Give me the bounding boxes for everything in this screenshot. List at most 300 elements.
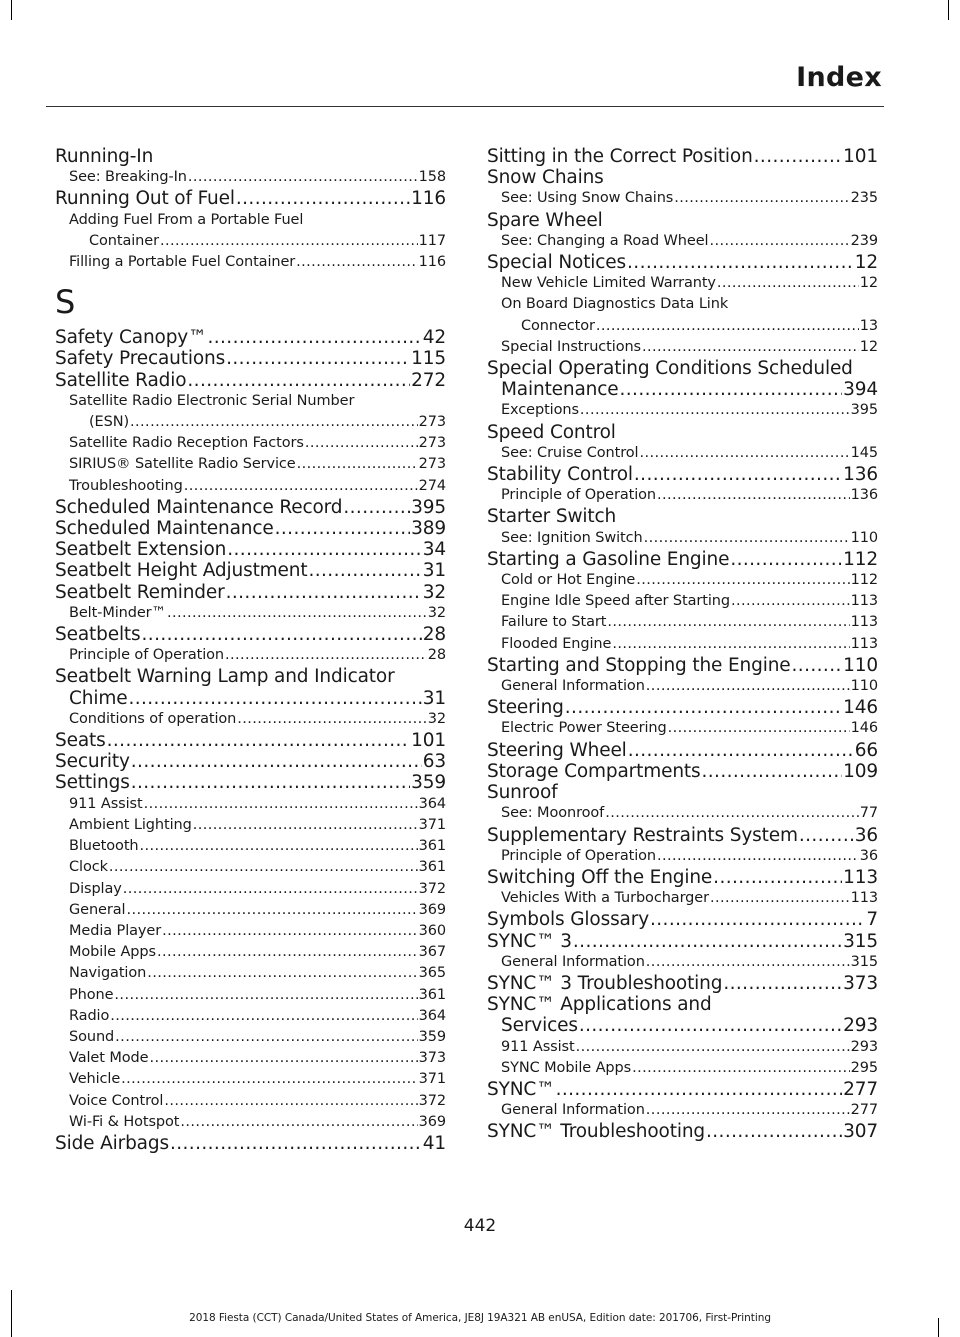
entry-label: Settings (55, 772, 130, 794)
index-column-left (55, 146, 446, 1154)
index-subentry (55, 1048, 446, 1069)
entry-label: General Information (501, 953, 645, 970)
index-entry (487, 549, 878, 570)
entry-label: Services (501, 1015, 578, 1037)
entry-label: (ESN) (89, 414, 130, 431)
leader-dots (147, 963, 417, 984)
entry-label: SYNC™ Troubleshooting (487, 1121, 705, 1143)
index-subentry (487, 803, 878, 824)
leader-dots (642, 337, 859, 358)
entry-page-number: 369 (418, 1113, 446, 1130)
entry-label: Switching Off the Engine (487, 866, 713, 888)
entry-page-number: 394 (843, 379, 878, 401)
entry-page-number: 66 (854, 739, 878, 761)
index-subentry (487, 676, 878, 697)
entry-label: 911 Assist (69, 795, 143, 812)
entry-page-number: 359 (411, 772, 446, 794)
leader-dots (632, 1058, 850, 1079)
leader-dots (754, 146, 842, 167)
page-number: 442 (463, 1216, 497, 1236)
entry-page-number: 41 (422, 1132, 446, 1154)
entry-label: Cold or Hot Engine (501, 572, 636, 589)
leader-dots (157, 942, 418, 963)
leader-dots (639, 443, 849, 464)
entry-page-number: 371 (418, 816, 446, 833)
entry-page-number: 110 (843, 654, 878, 676)
index-entry (55, 730, 446, 751)
entry-label: Supplementary Restraints System (487, 824, 798, 846)
leader-dots (237, 709, 426, 730)
leader-dots (580, 400, 850, 421)
entry-label: Wi-Fi & Hotspot (69, 1113, 180, 1130)
entry-label: Running Out of Fuel (55, 188, 235, 210)
entry-page-number: 28 (427, 647, 446, 664)
index-subentry (487, 528, 878, 549)
entry-label: Exceptions (501, 402, 579, 419)
entry-page-number: 277 (850, 1102, 878, 1119)
index-subentry (55, 1027, 446, 1048)
entry-page-number: 273 (418, 414, 446, 431)
entry-label: Troubleshooting (69, 477, 183, 494)
entry-page-number: 77 (859, 805, 878, 822)
leader-dots (650, 909, 865, 930)
entry-page-number: 101 (843, 146, 878, 167)
entry-page-number: 372 (418, 1092, 446, 1109)
entry-page-number: 364 (418, 795, 446, 812)
leader-dots (130, 412, 418, 433)
index-subentry (55, 879, 446, 900)
entry-label: See: Breaking-In (69, 169, 187, 186)
index-entry: Speed Control (487, 421, 616, 443)
entry-label: Clock (69, 859, 108, 876)
index-subentry (55, 942, 446, 963)
entry-label: Security (55, 751, 130, 773)
index-entry (55, 327, 446, 348)
entry-label: Voice Control (69, 1092, 164, 1109)
entry-label: Display (69, 880, 122, 897)
index-subentry (487, 188, 878, 209)
index-subentry (487, 570, 878, 591)
entry-page-number: 113 (850, 593, 878, 610)
index-subentry (487, 718, 878, 739)
entry-page-number: 32 (422, 581, 446, 603)
index-entry (55, 688, 446, 709)
index-subentry (55, 645, 446, 666)
entry-page-number: 371 (418, 1071, 446, 1088)
index-entry: SYNC™ Applications and (487, 994, 712, 1016)
leader-dots (236, 188, 410, 209)
entry-page-number: 113 (850, 890, 878, 907)
entry-label: Symbols Glossary (487, 909, 649, 931)
index-subentry (55, 167, 446, 188)
index-entry (55, 582, 446, 603)
entry-page-number: 12 (859, 338, 878, 355)
entry-label: Seatbelt Height Adjustment (55, 560, 308, 582)
entry-label: Phone (69, 986, 114, 1003)
leader-dots (114, 985, 417, 1006)
leader-dots (723, 973, 842, 994)
page-title: Index (796, 62, 882, 93)
leader-dots (193, 815, 418, 836)
entry-label: Container (89, 232, 159, 249)
leader-dots (701, 761, 842, 782)
leader-dots (126, 900, 417, 921)
leader-dots (792, 655, 843, 676)
entry-page-number: 373 (843, 972, 878, 994)
leader-dots (188, 167, 418, 188)
leader-dots (731, 591, 850, 612)
leader-dots (227, 539, 422, 560)
leader-dots (646, 1100, 850, 1121)
index-entry (487, 931, 878, 952)
index-entry (487, 740, 878, 761)
index-subentry (55, 963, 446, 984)
entry-label: Engine Idle Speed after Starting (501, 593, 730, 610)
entry-page-number: 36 (854, 824, 878, 846)
leader-dots (596, 316, 859, 337)
index-subentry (55, 1006, 446, 1027)
index-entry: Running-In (55, 146, 154, 167)
entry-page-number: 272 (411, 369, 446, 391)
entry-label: Side Airbags (55, 1132, 169, 1154)
leader-dots (799, 825, 854, 846)
leader-dots (162, 921, 418, 942)
leader-dots (305, 433, 418, 454)
index-subentry (55, 836, 446, 857)
index-entry (55, 1133, 446, 1154)
index-subentry (55, 433, 446, 454)
leader-dots (164, 1091, 417, 1112)
index-entry (487, 867, 878, 888)
index-subentry: Satellite Radio Electronic Serial Number (69, 392, 355, 409)
leader-dots (109, 857, 418, 878)
index-subentry (487, 952, 878, 973)
leader-dots (110, 1006, 417, 1027)
entry-page-number: 315 (850, 953, 878, 970)
leader-dots (657, 485, 850, 506)
entry-page-number: 28 (422, 624, 446, 646)
leader-dots (167, 603, 427, 624)
entry-page-number: 112 (843, 548, 878, 570)
index-subentry (55, 603, 446, 624)
index-entry (55, 497, 446, 518)
index-subentry (487, 485, 878, 506)
entry-label: See: Using Snow Chains (501, 190, 674, 207)
entry-page-number: 369 (418, 901, 446, 918)
entry-label: SYNC™ 3 Troubleshooting (487, 972, 723, 994)
leader-dots (297, 454, 418, 475)
leader-dots (131, 751, 422, 772)
leader-dots (710, 888, 850, 909)
index-entry: Sunroof (487, 782, 558, 804)
leader-dots (308, 560, 421, 581)
leader-dots (343, 497, 410, 518)
entry-page-number: 136 (850, 487, 878, 504)
entry-page-number: 158 (418, 169, 446, 186)
entry-page-number: 239 (850, 232, 878, 249)
entry-label: See: Changing a Road Wheel (501, 232, 709, 249)
leader-dots (275, 518, 411, 539)
entry-page-number: 32 (427, 604, 446, 621)
entry-page-number: 360 (418, 922, 446, 939)
entry-page-number: 42 (422, 327, 446, 349)
index-subentry (55, 900, 446, 921)
index-subentry (55, 921, 446, 942)
entry-page-number: 365 (418, 965, 446, 982)
index-entry (487, 825, 878, 846)
entry-page-number: 364 (418, 1007, 446, 1024)
index-entry: Starter Switch (487, 506, 617, 528)
entry-label: Failure to Start (501, 614, 607, 631)
entry-label: Satellite Radio (55, 369, 187, 391)
leader-dots (225, 645, 427, 666)
entry-label: Starting a Gasoline Engine (487, 548, 730, 570)
leader-dots (123, 879, 418, 900)
entry-label: Chime (69, 687, 128, 709)
index-subentry: On Board Diagnostics Data Link (501, 296, 729, 313)
entry-page-number: 395 (411, 496, 446, 518)
entry-page-number: 110 (850, 678, 878, 695)
index-entry (487, 973, 878, 994)
entry-page-number: 12 (854, 252, 878, 274)
leader-dots (556, 1079, 843, 1100)
index-entry (55, 370, 446, 391)
entry-page-number: 146 (850, 720, 878, 737)
leader-dots (668, 718, 850, 739)
index-entry (487, 761, 878, 782)
entry-page-number: 146 (843, 697, 878, 719)
index-subentry (487, 1037, 878, 1058)
entry-label: Seatbelt Extension (55, 539, 227, 561)
leader-dots (121, 1069, 417, 1090)
index-entry (55, 518, 446, 539)
leader-dots (187, 370, 410, 391)
leader-dots (131, 772, 410, 793)
entry-page-number: 359 (418, 1028, 446, 1045)
leader-dots (128, 688, 421, 709)
entry-label: Radio (69, 1007, 110, 1024)
index-entry: Seatbelt Warning Lamp and Indicator (55, 666, 395, 688)
leader-dots (140, 836, 418, 857)
leader-dots (636, 570, 849, 591)
index-entry: Special Operating Conditions Scheduled (487, 358, 853, 380)
entry-page-number: 274 (418, 477, 446, 494)
index-entry (55, 772, 446, 793)
index-subentry (487, 888, 878, 909)
footer-edition-info: 2018 Fiesta (CCT) Canada/United States of America, JE8J 19A321 AB enUSA, Edition date: 201706, First-Printing (189, 1312, 771, 1324)
entry-page-number: 295 (850, 1059, 878, 1076)
leader-dots (730, 549, 842, 570)
leader-dots (226, 582, 422, 603)
entry-label: Special Instructions (501, 338, 642, 355)
index-entry (487, 464, 878, 485)
index-subentry (55, 454, 446, 475)
entry-label: SYNC Mobile Apps (501, 1059, 632, 1076)
entry-page-number: 63 (422, 751, 446, 773)
entry-label: Steering Wheel (487, 739, 627, 761)
entry-page-number: 101 (411, 730, 446, 752)
entry-label: Sound (69, 1028, 115, 1045)
index-subentry (487, 846, 878, 867)
leader-dots (634, 464, 842, 485)
entry-page-number: 235 (850, 190, 878, 207)
entry-page-number: 361 (418, 838, 446, 855)
entry-label: General (69, 901, 126, 918)
leader-dots (612, 634, 849, 655)
leader-dots (646, 676, 850, 697)
leader-dots (709, 231, 849, 252)
leader-dots (620, 379, 843, 400)
entry-page-number: 13 (859, 317, 878, 334)
index-subentry (487, 337, 878, 358)
index-subentry (55, 1112, 446, 1133)
entry-label: Flooded Engine (501, 635, 612, 652)
index-entry (55, 188, 446, 209)
entry-label: Storage Compartments (487, 760, 701, 782)
index-entry (487, 1079, 878, 1100)
entry-label: Filling a Portable Fuel Container (69, 254, 296, 271)
entry-label: Vehicles With a Turbocharger (501, 890, 709, 907)
entry-label: Scheduled Maintenance (55, 518, 274, 540)
entry-label: See: Moonroof (501, 805, 605, 822)
entry-label: Maintenance (501, 379, 619, 401)
leader-dots (628, 740, 854, 761)
entry-page-number: 34 (422, 539, 446, 561)
index-entry (55, 539, 446, 560)
entry-page-number: 31 (422, 560, 446, 582)
index-subentry (487, 443, 878, 464)
leader-dots (579, 1015, 842, 1036)
entry-label: Safety Precautions (55, 348, 226, 370)
leader-dots (657, 846, 859, 867)
entry-label: Navigation (69, 965, 147, 982)
leader-dots (627, 252, 854, 273)
entry-page-number: 109 (843, 760, 878, 782)
index-entry (55, 624, 446, 645)
leader-dots (573, 931, 842, 952)
entry-page-number: 293 (850, 1038, 878, 1055)
leader-dots (107, 730, 411, 751)
index-entry (55, 348, 446, 369)
index-entry (487, 1015, 878, 1036)
index-subentry (487, 612, 878, 633)
entry-page-number: 31 (422, 687, 446, 709)
entry-page-number: 145 (850, 444, 878, 461)
entry-page-number: 293 (843, 1015, 878, 1037)
index-column-right (487, 146, 878, 1143)
entry-page-number: 277 (843, 1078, 878, 1100)
leader-dots (565, 697, 842, 718)
index-subentry (55, 985, 446, 1006)
index-entry: Spare Wheel (487, 209, 603, 231)
entry-page-number: 115 (411, 348, 446, 370)
entry-page-number: 273 (418, 435, 446, 452)
leader-dots (644, 528, 850, 549)
entry-label: Seatbelts (55, 624, 141, 646)
entry-page-number: 117 (418, 232, 446, 249)
index-entry (487, 909, 878, 930)
entry-label: Principle of Operation (501, 487, 656, 504)
leader-dots (226, 348, 410, 369)
leader-dots (160, 231, 418, 252)
index-subentry (487, 316, 878, 337)
index-subentry (55, 794, 446, 815)
index-subentry (55, 1069, 446, 1090)
leader-dots (646, 952, 850, 973)
leader-dots (713, 867, 842, 888)
entry-label: Starting and Stopping the Engine (487, 654, 791, 676)
entry-label: See: Cruise Control (501, 444, 639, 461)
entry-label: Stability Control (487, 464, 633, 486)
entry-label: Media Player (69, 922, 162, 939)
index-subentry (55, 476, 446, 497)
index-subentry (55, 857, 446, 878)
entry-page-number: 112 (850, 572, 878, 589)
index-subentry (487, 273, 878, 294)
entry-label: Principle of Operation (69, 647, 224, 664)
entry-page-number: 7 (866, 909, 878, 931)
index-subentry (55, 815, 446, 836)
entry-label: Conditions of operation (69, 710, 237, 727)
entry-label: Safety Canopy™ (55, 327, 207, 349)
index-subentry (55, 231, 446, 252)
entry-label: Seatbelt Reminder (55, 581, 225, 603)
entry-label: Ambient Lighting (69, 816, 192, 833)
entry-label: General Information (501, 678, 645, 695)
entry-page-number: 361 (418, 986, 446, 1003)
entry-page-number: 361 (418, 859, 446, 876)
section-letter: S (55, 283, 76, 322)
leader-dots (184, 476, 418, 497)
leader-dots (115, 1027, 417, 1048)
entry-label: Belt-Minder™ (69, 604, 166, 621)
leader-dots (605, 803, 859, 824)
index-entry (487, 697, 878, 718)
entry-page-number: 116 (418, 254, 446, 271)
index-entry (55, 751, 446, 772)
entry-label: SYNC™ 3 (487, 930, 572, 952)
leader-dots (180, 1112, 417, 1133)
entry-label: Vehicle (69, 1071, 121, 1088)
entry-page-number: 389 (411, 518, 446, 540)
index-subentry: Adding Fuel From a Portable Fuel (69, 211, 304, 228)
leader-dots (144, 794, 418, 815)
index-subentry (487, 1058, 878, 1079)
entry-page-number: 367 (418, 944, 446, 961)
leader-dots (674, 188, 849, 209)
entry-page-number: 113 (843, 866, 878, 888)
leader-dots (207, 327, 421, 348)
entry-label: Sitting in the Correct Position (487, 146, 753, 167)
index-entry: Snow Chains (487, 167, 604, 189)
leader-dots (706, 1121, 842, 1142)
index-subentry (487, 400, 878, 421)
entry-label: Scheduled Maintenance Record (55, 496, 343, 518)
leader-dots (296, 252, 417, 273)
leader-dots (576, 1037, 850, 1058)
index-entry (487, 655, 878, 676)
index-subentry (487, 591, 878, 612)
index-subentry (487, 231, 878, 252)
entry-label: Satellite Radio Reception Factors (69, 435, 304, 452)
entry-label: Connector (521, 317, 595, 334)
entry-label: Bluetooth (69, 838, 139, 855)
leader-dots (717, 273, 859, 294)
crop-mark-top-left (11, 0, 12, 20)
index-subentry (55, 1091, 446, 1112)
entry-page-number: 395 (850, 402, 878, 419)
leader-dots (607, 612, 849, 633)
